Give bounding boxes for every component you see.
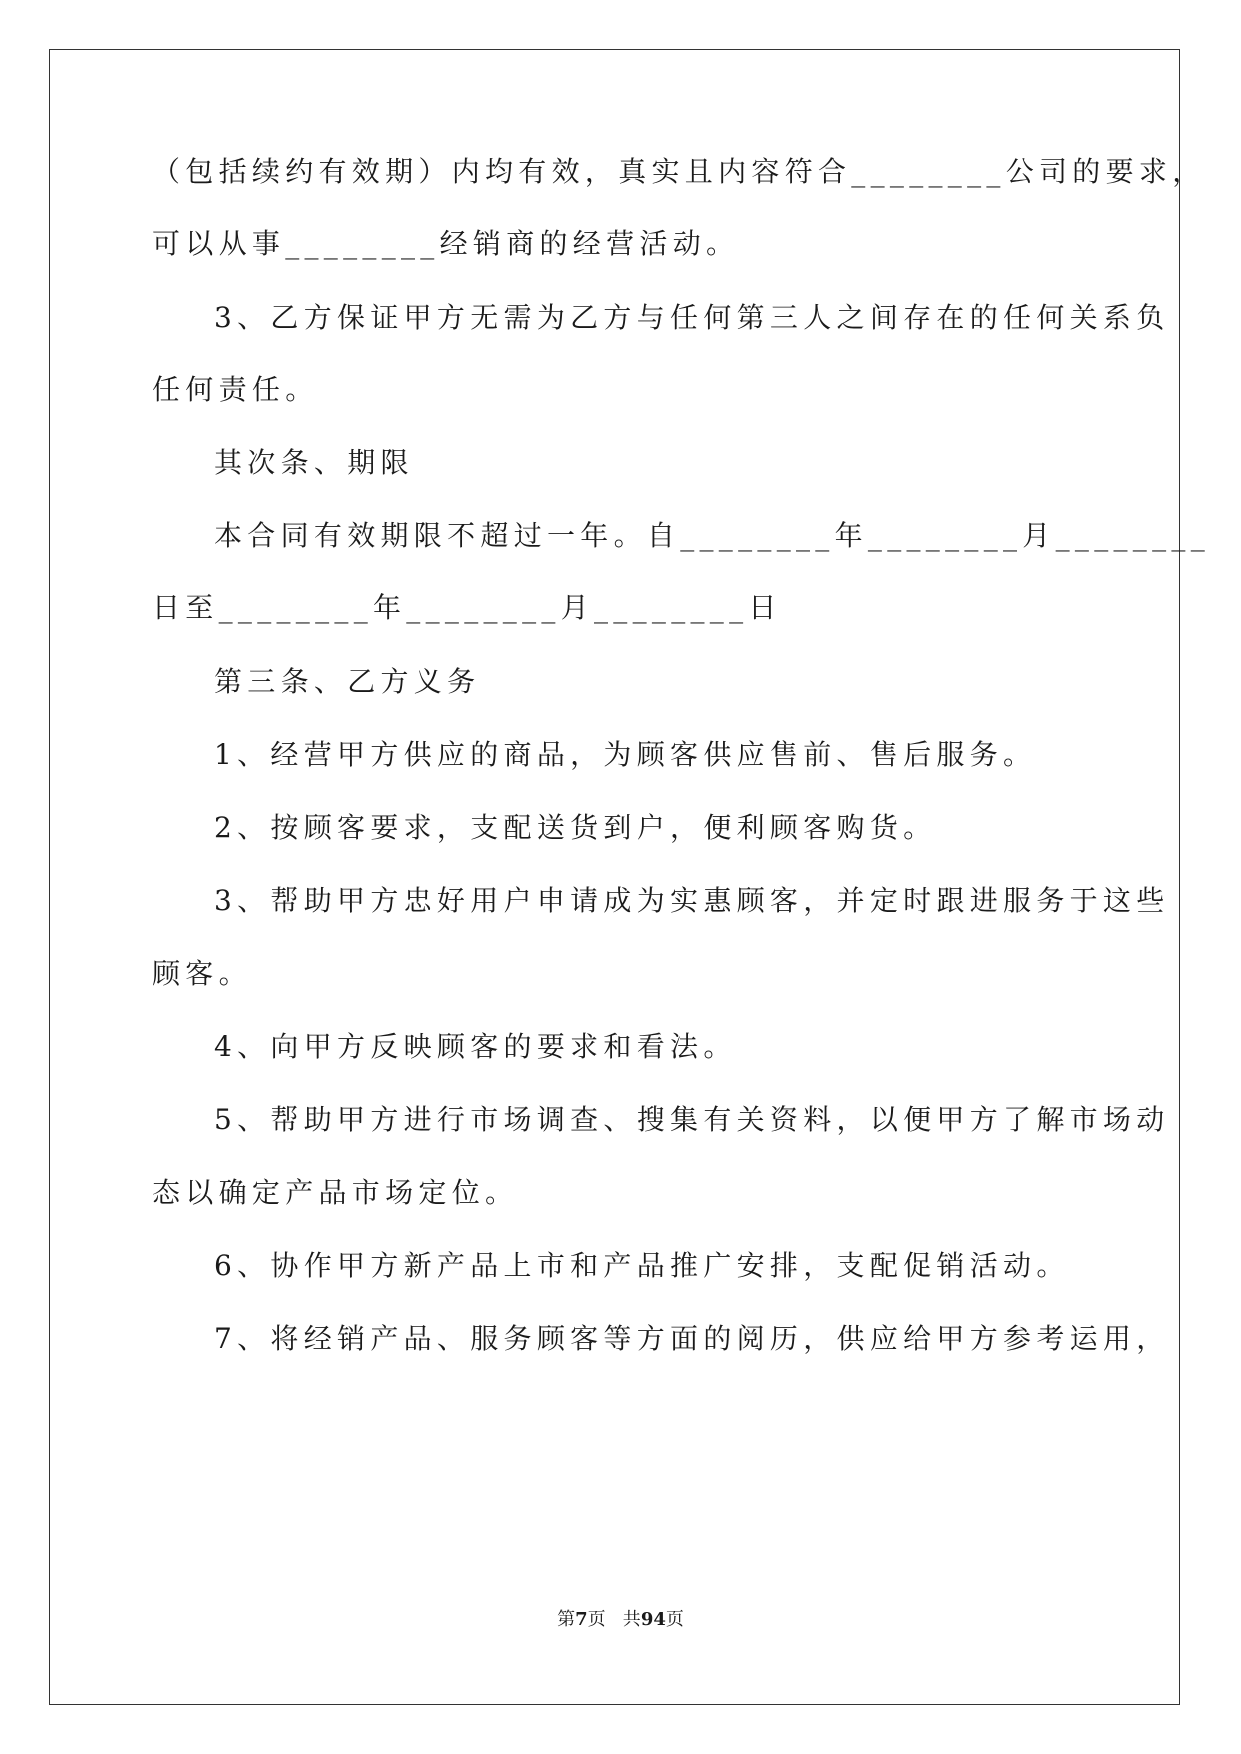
page-footer <box>0 1608 1241 1632</box>
text-line: 6、协作甲方新产品上市和产品推广安排，支配促销活动。 <box>214 1249 1070 1282</box>
current-page-number: 7 <box>575 1609 588 1630</box>
text-line: 7、将经销产品、服务顾客等方面的阅历，供应给甲方参考运用， <box>214 1322 1170 1355</box>
text-line: 4、向甲方反映顾客的要求和看法。 <box>214 1030 737 1063</box>
text-line: 日至________年________月________日 <box>152 591 782 624</box>
text-line: 本合同有效期限不超过一年。自________年________月________ <box>214 519 1211 552</box>
text-line: 5、帮助甲方进行市场调查、搜集有关资料，以便甲方了解市场动 <box>214 1103 1170 1136</box>
text-line: 3、乙方保证甲方无需为乙方与任何第三人之间存在的任何关系负 <box>214 301 1170 334</box>
text-line: 顾客。 <box>152 957 252 990</box>
text-line: 3、帮助甲方忠好用户申请成为实惠顾客，并定时跟进服务于这些 <box>214 884 1170 917</box>
footer-prefix: 第 <box>557 1609 576 1630</box>
footer-suffix: 页 <box>665 1609 684 1630</box>
text-line: 任何责任。 <box>152 373 319 406</box>
text-line: 1、经营甲方供应的商品，为顾客供应售前、售后服务。 <box>214 738 1037 771</box>
total-pages-number: 94 <box>640 1609 666 1630</box>
section-heading: 第三条、乙方义务 <box>214 665 481 698</box>
text-line: （包括续约有效期）内均有效，真实且内容符合________公司的要求， <box>152 155 1206 188</box>
text-line: 2、按顾客要求，支配送货到户，便利顾客购货。 <box>214 811 937 844</box>
text-line: 态以确定产品市场定位。 <box>152 1176 519 1209</box>
section-heading: 其次条、期限 <box>214 446 414 479</box>
footer-mid: 页 共 <box>587 1609 641 1630</box>
text-line: 可以从事________经销商的经营活动。 <box>152 227 740 260</box>
